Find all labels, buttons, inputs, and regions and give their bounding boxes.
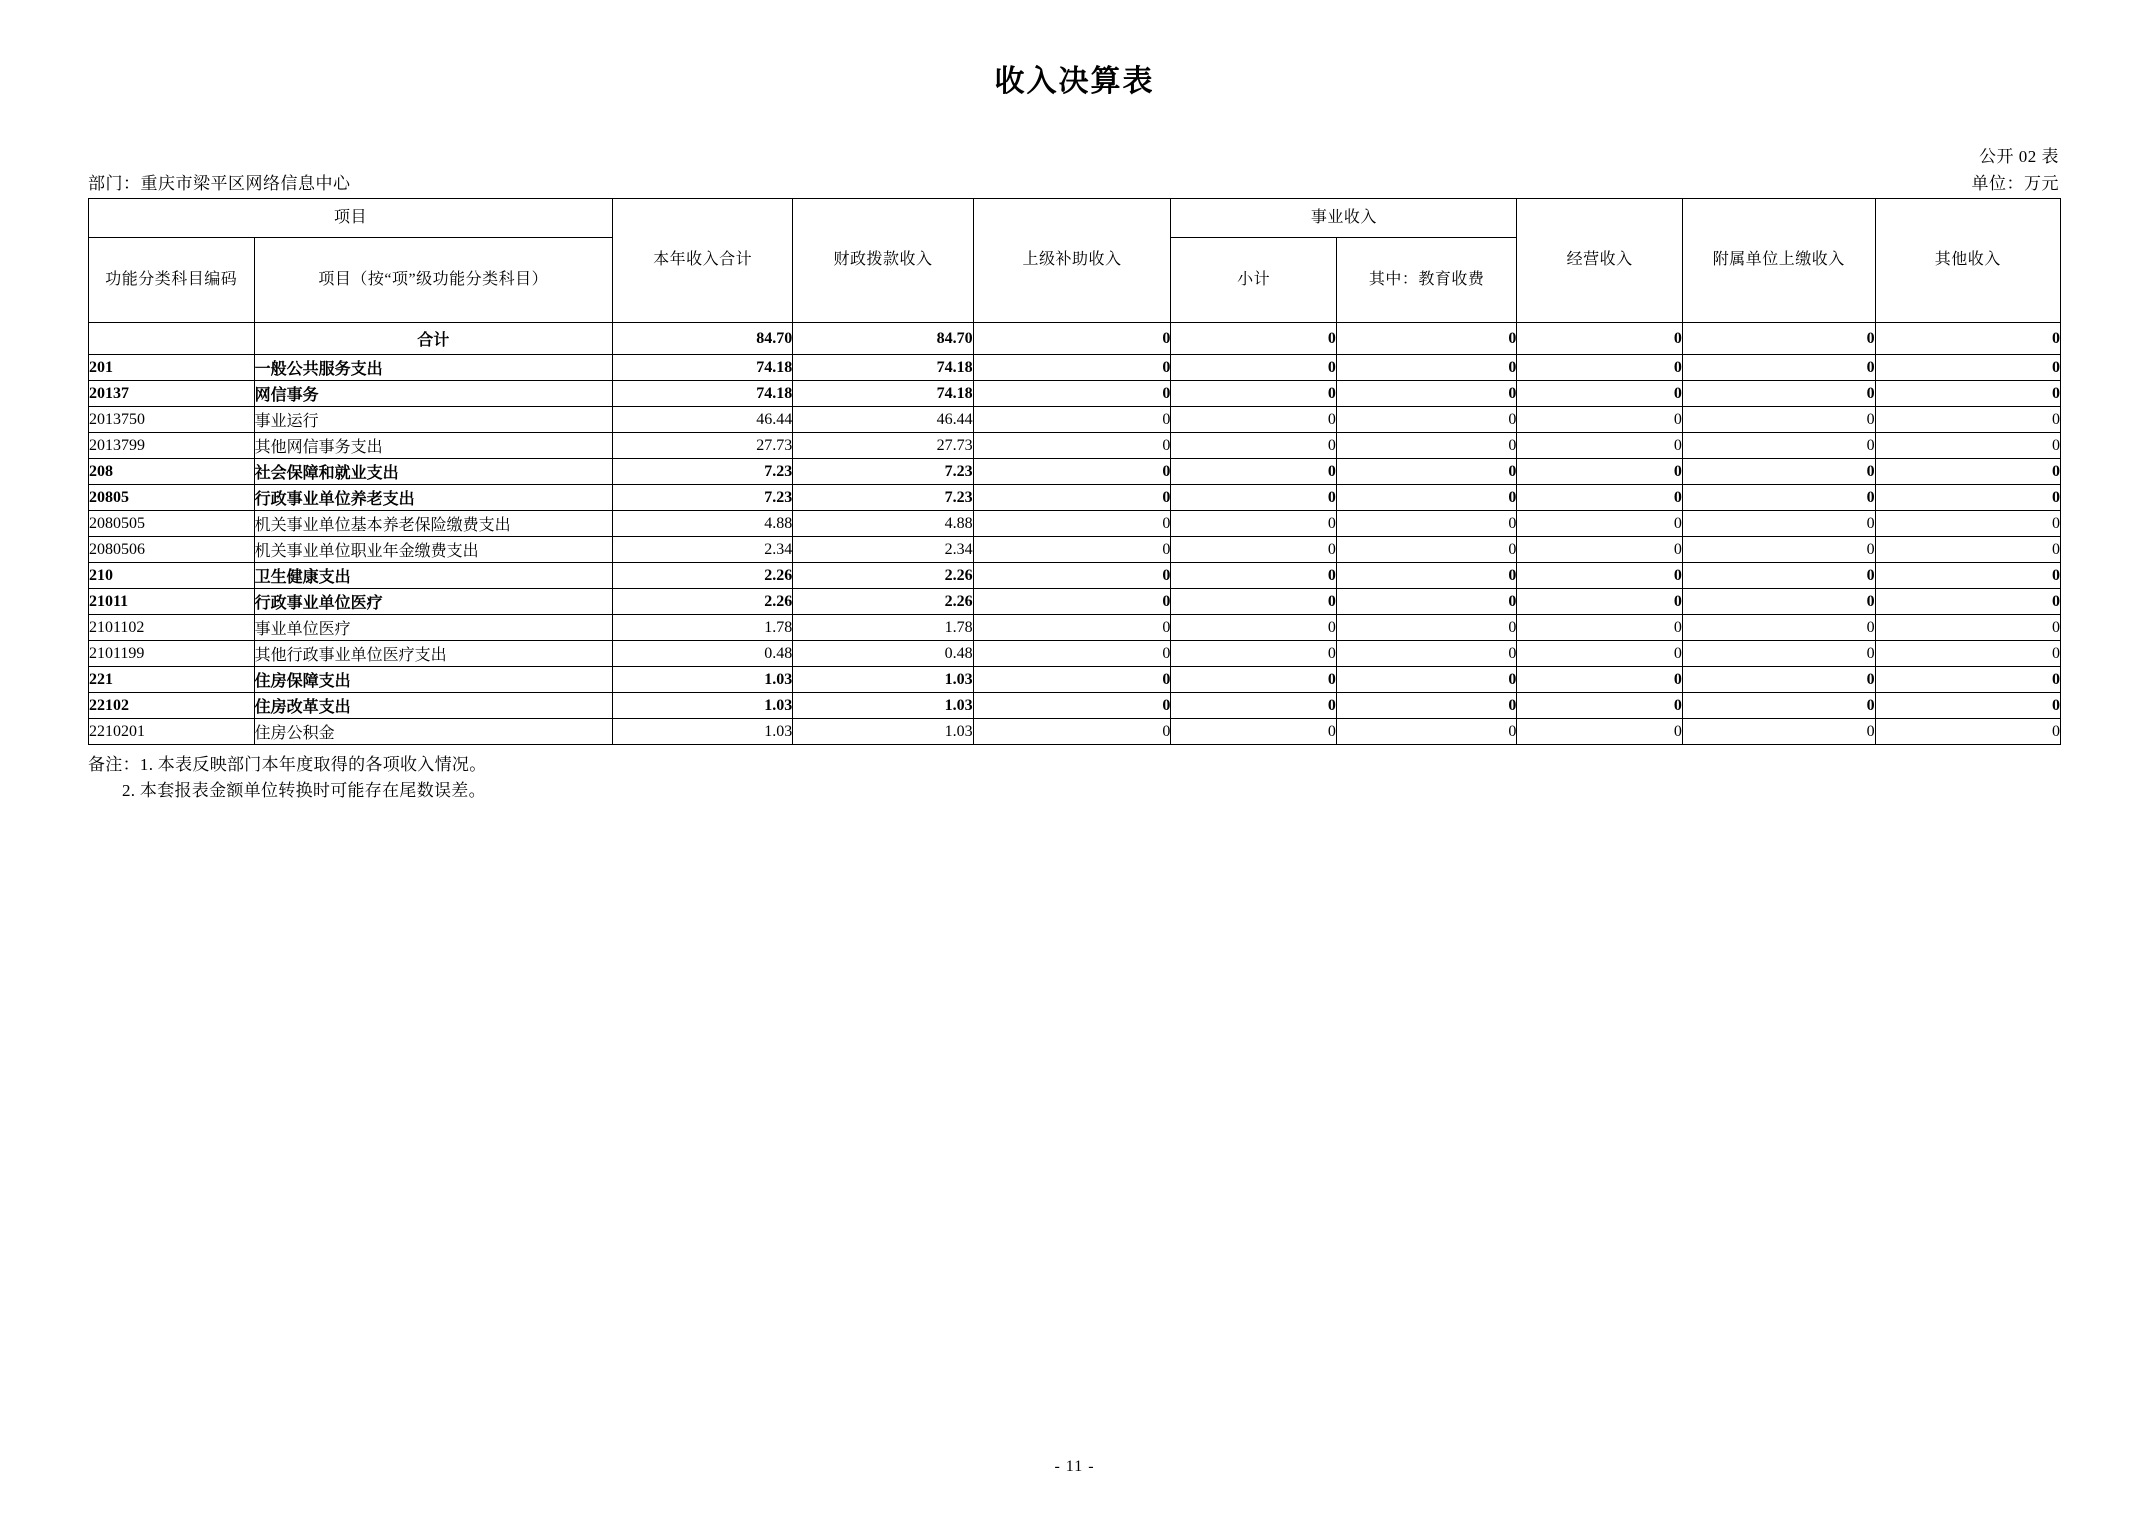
header-superior-subsidy-income: 上级补助收入 (973, 199, 1171, 323)
cell-operating-income: 0 (1517, 563, 1683, 589)
cell-education-fees: 0 (1336, 407, 1516, 433)
table-row (89, 381, 2061, 407)
cell-subordinate-remittance: 0 (1682, 667, 1875, 693)
cell-code: 20137 (89, 381, 255, 407)
table-row (89, 563, 2061, 589)
cell-business-subtotal: 0 (1171, 563, 1337, 589)
table-notes (88, 752, 2061, 805)
cell-fiscal-appropriation: 1.03 (793, 667, 973, 693)
table-row (89, 615, 2061, 641)
cell-operating-income: 0 (1517, 485, 1683, 511)
cell-business-subtotal: 0 (1171, 381, 1337, 407)
department-label: 部门：重庆市梁平区网络信息中心 (88, 174, 351, 193)
header-group-business-income: 事业收入 (1171, 199, 1517, 238)
table-row (89, 511, 2061, 537)
cell-subordinate-remittance: 0 (1682, 433, 1875, 459)
cell-business-subtotal: 0 (1171, 323, 1337, 355)
cell-fiscal-appropriation: 1.03 (793, 719, 973, 745)
cell-other-income: 0 (1875, 433, 2060, 459)
cell-label: 一般公共服务支出 (254, 355, 612, 381)
header-total-income: 本年收入合计 (612, 199, 792, 323)
cell-other-income: 0 (1875, 719, 2060, 745)
cell-total-income: 4.88 (612, 511, 792, 537)
table-header-row-1 (89, 199, 2061, 238)
cell-label: 机关事业单位基本养老保险缴费支出 (254, 511, 612, 537)
cell-code: 221 (89, 667, 255, 693)
header-operating-income: 经营收入 (1517, 199, 1683, 323)
cell-code: 210 (89, 563, 255, 589)
table-row (89, 485, 2061, 511)
table-row-total (89, 323, 2061, 355)
cell-subordinate-remittance: 0 (1682, 615, 1875, 641)
cell-operating-income: 0 (1517, 641, 1683, 667)
cell-education-fees: 0 (1336, 719, 1516, 745)
cell-label: 住房保障支出 (254, 667, 612, 693)
cell-business-subtotal: 0 (1171, 459, 1337, 485)
header-other-income: 其他收入 (1875, 199, 2060, 323)
cell-subordinate-remittance: 0 (1682, 485, 1875, 511)
cell-total-income: 46.44 (612, 407, 792, 433)
cell-code: 2101102 (89, 615, 255, 641)
table-row (89, 693, 2061, 719)
meta-row (88, 169, 2061, 194)
cell-operating-income: 0 (1517, 355, 1683, 381)
cell-subordinate-remittance: 0 (1682, 641, 1875, 667)
cell-total-income: 27.73 (612, 433, 792, 459)
cell-code: 2101199 (89, 641, 255, 667)
cell-fiscal-appropriation: 27.73 (793, 433, 973, 459)
cell-business-subtotal: 0 (1171, 589, 1337, 615)
cell-subordinate-remittance: 0 (1682, 355, 1875, 381)
cell-other-income: 0 (1875, 407, 2060, 433)
cell-superior-subsidy: 0 (973, 355, 1171, 381)
cell-total-income: 74.18 (612, 381, 792, 407)
cell-operating-income: 0 (1517, 433, 1683, 459)
cell-subordinate-remittance: 0 (1682, 511, 1875, 537)
cell-total-income: 2.26 (612, 589, 792, 615)
cell-code: 2080506 (89, 537, 255, 563)
cell-total-income: 2.34 (612, 537, 792, 563)
cell-total-income: 1.03 (612, 693, 792, 719)
cell-superior-subsidy: 0 (973, 485, 1171, 511)
cell-label: 卫生健康支出 (254, 563, 612, 589)
cell-superior-subsidy: 0 (973, 693, 1171, 719)
cell-business-subtotal: 0 (1171, 433, 1337, 459)
header-subtotal: 小计 (1171, 238, 1337, 323)
cell-label: 合计 (254, 323, 612, 355)
cell-fiscal-appropriation: 2.26 (793, 589, 973, 615)
header-subordinate-unit-remittance-income: 附属单位上缴收入 (1682, 199, 1875, 323)
cell-other-income: 0 (1875, 589, 2060, 615)
cell-education-fees: 0 (1336, 537, 1516, 563)
cell-superior-subsidy: 0 (973, 589, 1171, 615)
table-row (89, 537, 2061, 563)
cell-total-income: 1.03 (612, 667, 792, 693)
table-row (89, 667, 2061, 693)
cell-other-income: 0 (1875, 485, 2060, 511)
cell-code: 2210201 (89, 719, 255, 745)
header-item-name: 项目（按“项”级功能分类科目） (254, 238, 612, 323)
cell-subordinate-remittance: 0 (1682, 693, 1875, 719)
cell-education-fees: 0 (1336, 355, 1516, 381)
table-body (89, 323, 2061, 745)
cell-label: 事业单位医疗 (254, 615, 612, 641)
cell-business-subtotal: 0 (1171, 719, 1337, 745)
cell-fiscal-appropriation: 84.70 (793, 323, 973, 355)
cell-code: 22102 (89, 693, 255, 719)
cell-superior-subsidy: 0 (973, 407, 1171, 433)
cell-other-income: 0 (1875, 615, 2060, 641)
cell-total-income: 7.23 (612, 485, 792, 511)
cell-education-fees: 0 (1336, 381, 1516, 407)
note-line-2: 2. 本套报表金额单位转换时可能存在尾数误差。 (122, 781, 486, 801)
cell-education-fees: 0 (1336, 563, 1516, 589)
cell-superior-subsidy: 0 (973, 433, 1171, 459)
table-row (89, 433, 2061, 459)
page-footer: - 11 - (1054, 1458, 1095, 1475)
cell-education-fees: 0 (1336, 589, 1516, 615)
cell-education-fees: 0 (1336, 323, 1516, 355)
cell-business-subtotal: 0 (1171, 667, 1337, 693)
cell-operating-income: 0 (1517, 407, 1683, 433)
cell-other-income: 0 (1875, 355, 2060, 381)
cell-fiscal-appropriation: 2.26 (793, 563, 973, 589)
cell-fiscal-appropriation: 7.23 (793, 485, 973, 511)
cell-operating-income: 0 (1517, 589, 1683, 615)
cell-total-income: 74.18 (612, 355, 792, 381)
cell-other-income: 0 (1875, 563, 2060, 589)
cell-subordinate-remittance: 0 (1682, 537, 1875, 563)
cell-other-income: 0 (1875, 459, 2060, 485)
cell-superior-subsidy: 0 (973, 667, 1171, 693)
cell-business-subtotal: 0 (1171, 537, 1337, 563)
cell-operating-income: 0 (1517, 615, 1683, 641)
cell-subordinate-remittance: 0 (1682, 719, 1875, 745)
cell-other-income: 0 (1875, 641, 2060, 667)
sheet-number: 公开 02 表 (1979, 147, 2059, 166)
cell-label: 其他行政事业单位医疗支出 (254, 641, 612, 667)
cell-code: 208 (89, 459, 255, 485)
cell-business-subtotal: 0 (1171, 615, 1337, 641)
cell-education-fees: 0 (1336, 459, 1516, 485)
header-group-item: 项目 (89, 199, 613, 238)
cell-superior-subsidy: 0 (973, 323, 1171, 355)
cell-education-fees: 0 (1336, 485, 1516, 511)
cell-fiscal-appropriation: 74.18 (793, 381, 973, 407)
cell-label: 社会保障和就业支出 (254, 459, 612, 485)
header-education-fees: 其中：教育收费 (1336, 238, 1516, 323)
cell-fiscal-appropriation: 46.44 (793, 407, 973, 433)
cell-subordinate-remittance: 0 (1682, 323, 1875, 355)
cell-business-subtotal: 0 (1171, 355, 1337, 381)
cell-label: 事业运行 (254, 407, 612, 433)
cell-fiscal-appropriation: 0.48 (793, 641, 973, 667)
cell-subordinate-remittance: 0 (1682, 459, 1875, 485)
cell-education-fees: 0 (1336, 615, 1516, 641)
cell-business-subtotal: 0 (1171, 641, 1337, 667)
cell-total-income: 0.48 (612, 641, 792, 667)
cell-label: 行政事业单位医疗 (254, 589, 612, 615)
cell-operating-income: 0 (1517, 719, 1683, 745)
cell-education-fees: 0 (1336, 641, 1516, 667)
cell-superior-subsidy: 0 (973, 719, 1171, 745)
cell-other-income: 0 (1875, 537, 2060, 563)
cell-other-income: 0 (1875, 381, 2060, 407)
cell-business-subtotal: 0 (1171, 511, 1337, 537)
cell-other-income: 0 (1875, 323, 2060, 355)
cell-superior-subsidy: 0 (973, 459, 1171, 485)
cell-business-subtotal: 0 (1171, 485, 1337, 511)
page-title: 收入决算表 (994, 65, 1155, 98)
cell-other-income: 0 (1875, 511, 2060, 537)
cell-label: 机关事业单位职业年金缴费支出 (254, 537, 612, 563)
cell-fiscal-appropriation: 2.34 (793, 537, 973, 563)
table-row (89, 641, 2061, 667)
cell-total-income: 84.70 (612, 323, 792, 355)
cell-fiscal-appropriation: 74.18 (793, 355, 973, 381)
cell-education-fees: 0 (1336, 693, 1516, 719)
cell-label: 其他网信事务支出 (254, 433, 612, 459)
cell-business-subtotal: 0 (1171, 693, 1337, 719)
table-row (89, 407, 2061, 433)
cell-fiscal-appropriation: 7.23 (793, 459, 973, 485)
cell-subordinate-remittance: 0 (1682, 407, 1875, 433)
cell-other-income: 0 (1875, 693, 2060, 719)
cell-superior-subsidy: 0 (973, 641, 1171, 667)
table-row (89, 589, 2061, 615)
cell-subordinate-remittance: 0 (1682, 381, 1875, 407)
cell-label: 网信事务 (254, 381, 612, 407)
cell-business-subtotal: 0 (1171, 407, 1337, 433)
table-row (89, 355, 2061, 381)
cell-subordinate-remittance: 0 (1682, 589, 1875, 615)
header-fiscal-appropriation-income: 财政拨款收入 (793, 199, 973, 323)
cell-code: 21011 (89, 589, 255, 615)
cell-code: 2013750 (89, 407, 255, 433)
cell-label: 行政事业单位养老支出 (254, 485, 612, 511)
cell-operating-income: 0 (1517, 459, 1683, 485)
table-row (89, 719, 2061, 745)
cell-code: 201 (89, 355, 255, 381)
cell-total-income: 7.23 (612, 459, 792, 485)
cell-fiscal-appropriation: 1.78 (793, 615, 973, 641)
cell-operating-income: 0 (1517, 381, 1683, 407)
cell-code (89, 323, 255, 355)
cell-subordinate-remittance: 0 (1682, 563, 1875, 589)
income-final-accounts-table (88, 198, 2061, 745)
cell-other-income: 0 (1875, 667, 2060, 693)
cell-superior-subsidy: 0 (973, 381, 1171, 407)
cell-education-fees: 0 (1336, 667, 1516, 693)
cell-operating-income: 0 (1517, 323, 1683, 355)
cell-operating-income: 0 (1517, 693, 1683, 719)
note-line-1: 备注：1. 本表反映部门本年度取得的各项收入情况。 (88, 755, 487, 774)
cell-education-fees: 0 (1336, 433, 1516, 459)
cell-fiscal-appropriation: 1.03 (793, 693, 973, 719)
cell-total-income: 1.03 (612, 719, 792, 745)
cell-superior-subsidy: 0 (973, 537, 1171, 563)
cell-operating-income: 0 (1517, 667, 1683, 693)
cell-fiscal-appropriation: 4.88 (793, 511, 973, 537)
cell-label: 住房公积金 (254, 719, 612, 745)
cell-code: 2080505 (89, 511, 255, 537)
cell-code: 2013799 (89, 433, 255, 459)
unit-label: 单位：万元 (1971, 174, 2059, 193)
cell-label: 住房改革支出 (254, 693, 612, 719)
cell-education-fees: 0 (1336, 511, 1516, 537)
cell-operating-income: 0 (1517, 511, 1683, 537)
table-row (89, 459, 2061, 485)
cell-total-income: 2.26 (612, 563, 792, 589)
cell-operating-income: 0 (1517, 537, 1683, 563)
cell-total-income: 1.78 (612, 615, 792, 641)
header-function-code: 功能分类科目编码 (89, 238, 255, 323)
cell-superior-subsidy: 0 (973, 615, 1171, 641)
cell-superior-subsidy: 0 (973, 511, 1171, 537)
cell-code: 20805 (89, 485, 255, 511)
cell-superior-subsidy: 0 (973, 563, 1171, 589)
